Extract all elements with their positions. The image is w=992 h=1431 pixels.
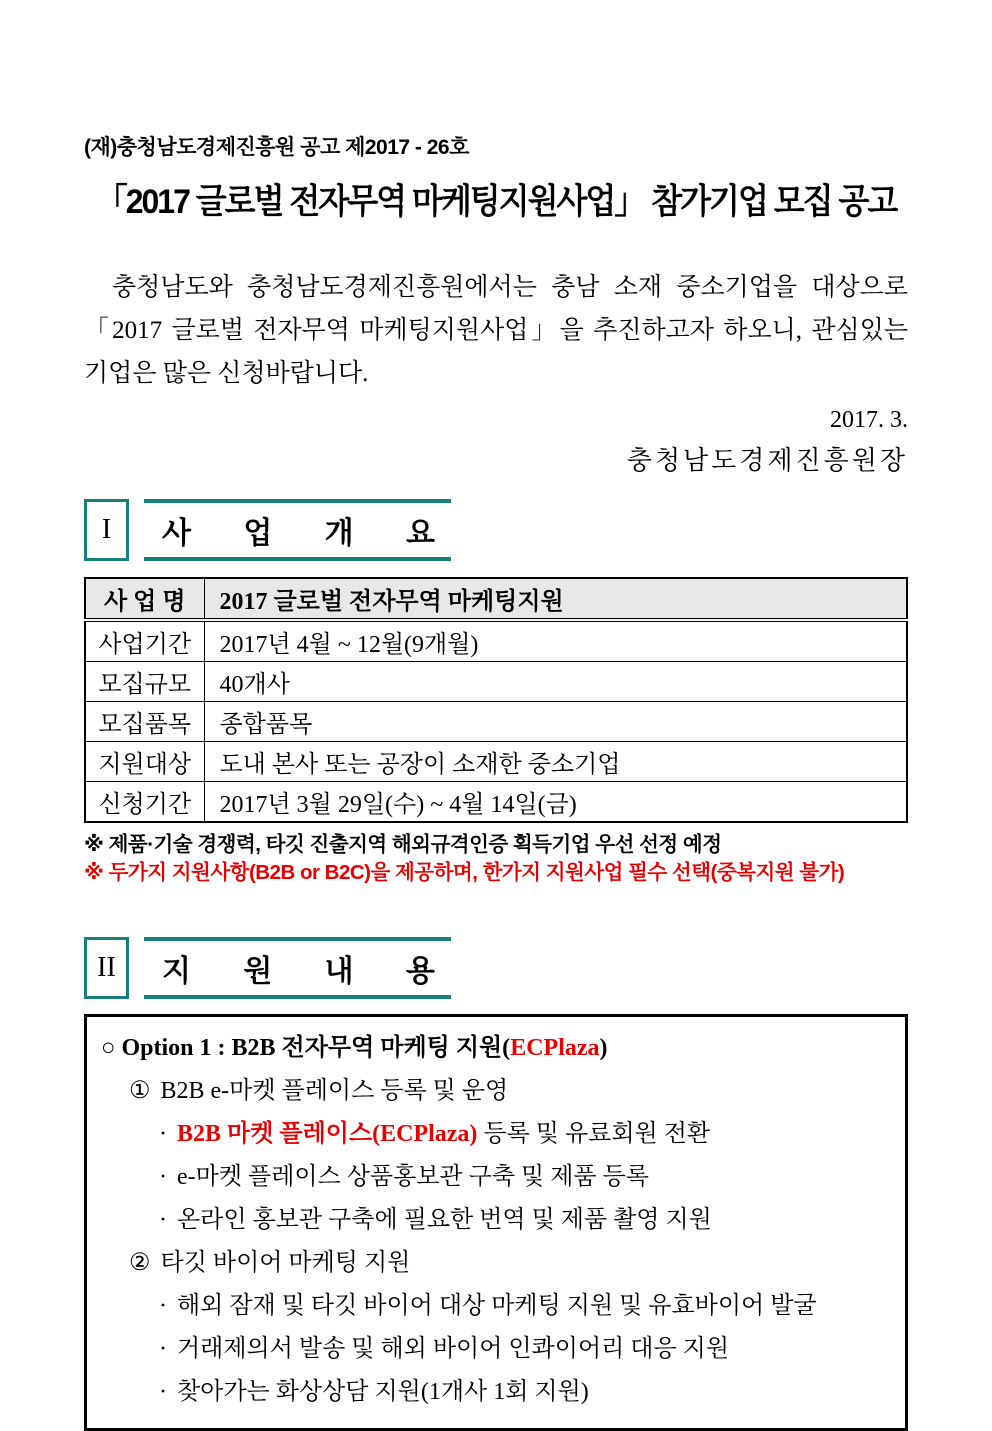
section-overview-title: 사 업 개 요 bbox=[144, 499, 451, 561]
option-item bbox=[101, 1070, 897, 1113]
section-support-heading bbox=[84, 937, 908, 999]
overview-table bbox=[84, 577, 908, 823]
table-notes bbox=[84, 831, 908, 887]
item-text: B2B e-마켓 플레이스 등록 및 운영 bbox=[160, 1078, 509, 1104]
item-text: 거래제의서 발송 및 해외 바이어 인콰이어리 대응 지원 bbox=[177, 1336, 730, 1362]
row-label: 지원대상 bbox=[85, 742, 204, 782]
intro-paragraph: 충청남도와 충청남도경제진흥원에서는 충남 소재 중소기업을 대상으로 「2017 글로벌 전자무역 마케팅지원사업」을 추진하고자 하오니, 관심있는 기업은 많은 신청바랍니다. bbox=[84, 274, 908, 387]
item-text: e-마켓 플레이스 상품홍보관 구축 및 제품 등록 bbox=[177, 1164, 649, 1190]
signer-line: 충청남도경제진흥원장 bbox=[626, 446, 908, 475]
bullet-icon: · bbox=[159, 1164, 167, 1190]
item-text: 찾아가는 화상상담 지원(1개사 1회 지원) bbox=[177, 1379, 589, 1405]
section-support-title: 지 원 내 용 bbox=[144, 937, 451, 999]
note-priority: ※ 제품·기술 경쟁력, 타깃 진출지역 해외규격인증 획득기업 우선 선정 예정 bbox=[84, 833, 722, 856]
item-text: 타깃 바이어 마케팅 지원 bbox=[160, 1250, 411, 1276]
row-label: 사 업 명 bbox=[85, 578, 204, 620]
option1-heading-highlight: ECPlaza bbox=[510, 1035, 600, 1061]
row-label: 모집품목 bbox=[85, 702, 204, 742]
bullet-icon: · bbox=[159, 1336, 167, 1362]
option-item bbox=[101, 1242, 897, 1285]
option-item bbox=[101, 1285, 897, 1328]
row-value: 2017 글로벌 전자무역 마케팅지원 bbox=[204, 578, 907, 620]
table-row bbox=[85, 662, 907, 702]
row-label: 모집규모 bbox=[85, 662, 204, 702]
row-value: 도내 본사 또는 공장이 소재한 중소기업 bbox=[204, 742, 907, 782]
row-value: 종합품목 bbox=[204, 702, 907, 742]
row-value: 40개사 bbox=[204, 662, 907, 702]
bullet-icon: · bbox=[159, 1379, 167, 1405]
option1-heading-suffix: ) bbox=[599, 1035, 608, 1061]
note-option-choice: ※ 두가지 지원사항(B2B or B2C)을 제공하며, 한가지 지원사업 필수 선택(중복지원 불가) bbox=[84, 861, 845, 884]
option-item bbox=[101, 1371, 897, 1414]
option-item bbox=[101, 1199, 897, 1242]
row-value: 2017년 3월 29일(수) ~ 4월 14일(금) bbox=[204, 782, 907, 823]
bullet-icon: · bbox=[159, 1293, 167, 1319]
date-line: 2017. 3. bbox=[830, 407, 908, 433]
table-row bbox=[85, 578, 907, 620]
item-text: 해외 잠재 및 타깃 바이어 대상 마케팅 지원 및 유효바이어 발굴 bbox=[177, 1293, 817, 1319]
section-numeral-box: I bbox=[84, 499, 129, 561]
row-label: 사업기간 bbox=[85, 620, 204, 662]
table-row bbox=[85, 742, 907, 782]
table-row bbox=[85, 620, 907, 662]
option1-box bbox=[84, 1014, 908, 1431]
bullet-icon: · bbox=[159, 1121, 167, 1147]
circled-number-icon: ① bbox=[129, 1078, 151, 1104]
table-row bbox=[85, 782, 907, 823]
circled-number-icon: ② bbox=[129, 1250, 151, 1276]
doc-number: (재)충청남도경제진흥원 공고 제2017 - 26호 bbox=[84, 136, 469, 159]
option-item bbox=[101, 1113, 897, 1156]
section-numeral-box: II bbox=[84, 937, 129, 999]
section-overview-heading bbox=[84, 499, 908, 561]
table-row bbox=[85, 702, 907, 742]
page-title: 「2017 글로벌 전자무역 마케팅지원사업」 참가기업 모집 공고 bbox=[95, 181, 897, 221]
bullet-icon: · bbox=[159, 1207, 167, 1233]
row-value: 2017년 4월 ~ 12월(9개월) bbox=[204, 620, 907, 662]
option1-heading bbox=[101, 1027, 897, 1070]
row-label: 신청기간 bbox=[85, 782, 204, 823]
option-item bbox=[101, 1328, 897, 1371]
option1-heading-prefix: ○ Option 1 : B2B 전자무역 마케팅 지원( bbox=[101, 1035, 511, 1061]
option-item bbox=[101, 1156, 897, 1199]
item-text: 온라인 홍보관 구축에 필요한 번역 및 제품 촬영 지원 bbox=[177, 1207, 712, 1233]
item-highlight: B2B 마켓 플레이스(ECPlaza) bbox=[177, 1121, 478, 1147]
item-text: 등록 및 유료회원 전환 bbox=[477, 1121, 711, 1147]
